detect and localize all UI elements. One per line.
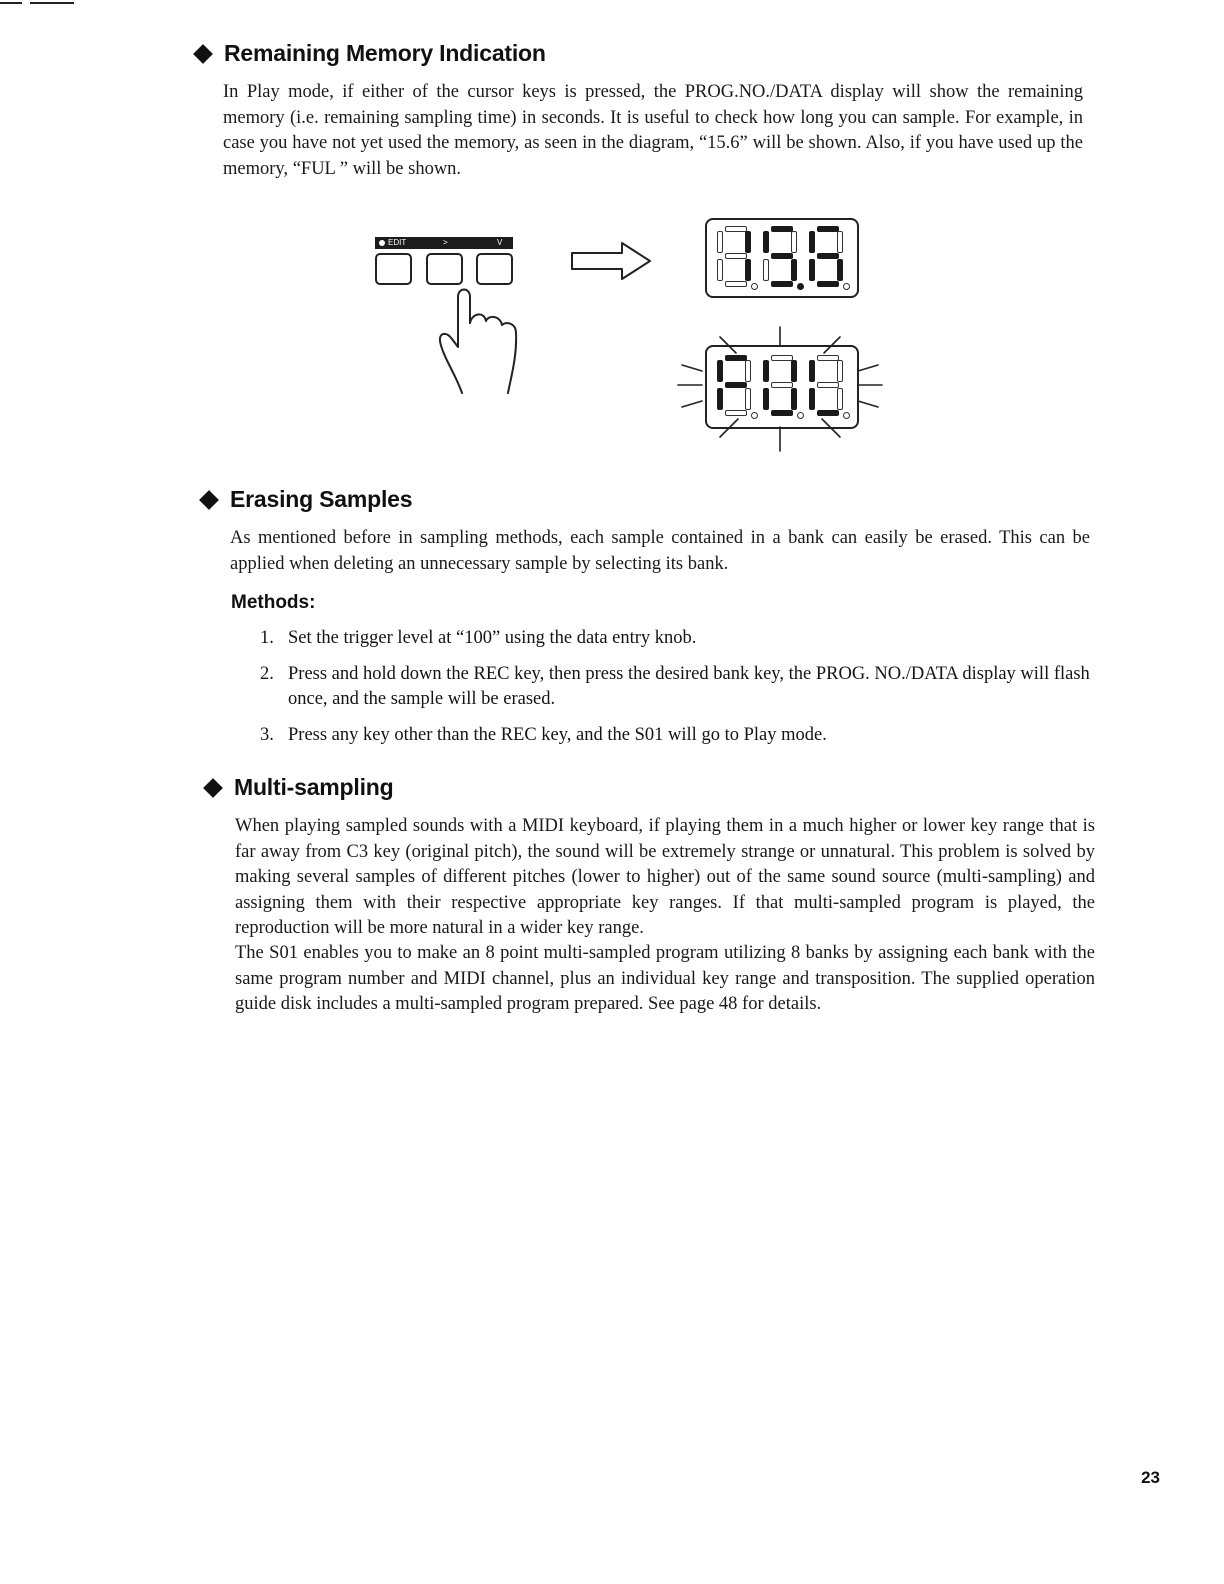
section-heading-erasing-samples <box>202 486 412 513</box>
section-heading-multi-sampling <box>206 774 393 801</box>
diamond-bullet-icon <box>203 778 223 798</box>
step-text: Set the trigger level at “100” using the data entry knob. <box>288 628 697 648</box>
step-number: 3. <box>260 725 274 745</box>
methods-steps-list <box>260 626 1094 759</box>
diagram-lines <box>360 205 900 465</box>
heading-text: Remaining Memory Indication <box>224 40 546 66</box>
paragraph-erasing-samples: As mentioned before in sampling methods, each sample contained in a bank can easily be erased. This can be applied when deleting an unnecessary sample by selecting its bank. <box>230 528 1090 574</box>
panel-label-edit: EDIT <box>388 238 407 247</box>
list-item <box>260 723 1094 748</box>
step-number: 2. <box>260 664 274 684</box>
right-arrow-icon <box>572 243 650 279</box>
flash-rays <box>678 327 882 451</box>
list-item <box>260 626 1094 651</box>
remaining-memory-diagram <box>360 205 900 465</box>
heading-text: Multi-sampling <box>234 774 394 800</box>
section-heading-remaining-memory <box>196 40 546 67</box>
pointing-hand-icon <box>440 290 516 394</box>
methods-subheading: Methods: <box>231 592 316 613</box>
paragraph-multi-sampling-1: When playing sampled sounds with a MIDI keyboard, if playing them in a much higher or lower key range that is far away from C3 key (original pitch), the sound will be extremely strange or unnatural. This problem is solved by making several samples of different pitches (lower to higher) out of the same sound source (multi-sampling) and assigning them with their respective appropriate key ranges. If that multi-sampled program is played, the reproduction will be more natural in a wider key range. <box>235 816 1095 938</box>
heading-text: Erasing Samples <box>230 486 413 512</box>
step-text: Press and hold down the REC key, then press the desired bank key, the PROG. NO./DATA display will flash once, and the sample will be erased. <box>288 664 1090 709</box>
page-number: 23 <box>1141 1468 1160 1487</box>
scan-corner-marks <box>0 0 80 6</box>
diamond-bullet-icon <box>193 44 213 64</box>
diamond-bullet-icon <box>199 490 219 510</box>
panel-label-cursor-down: V <box>497 238 503 247</box>
paragraph-multi-sampling-2: The S01 enables you to make an 8 point multi-sampled program utilizing 8 banks by assigning each bank with the same program number and MIDI channel, plus an individual key range and transposition. The supplied operation guide disk includes a multi-sampled program prepared. See page 48 for details. <box>235 943 1095 1014</box>
paragraph-remaining-memory: In Play mode, if either of the cursor keys is pressed, the PROG.NO./DATA display will show the remaining memory (i.e. remaining sampling time) in seconds. It is useful to check how long you can sample. For example, in case you have not yet used the memory, as seen in the diagram, “15.6” will be shown. Also, if you have used up the memory, “FUL ” will be shown. <box>223 82 1083 179</box>
step-text: Press any key other than the REC key, and the S01 will go to Play mode. <box>288 725 827 745</box>
panel-label-cursor-right: > <box>443 238 448 247</box>
step-number: 1. <box>260 628 274 648</box>
list-item <box>260 662 1094 712</box>
